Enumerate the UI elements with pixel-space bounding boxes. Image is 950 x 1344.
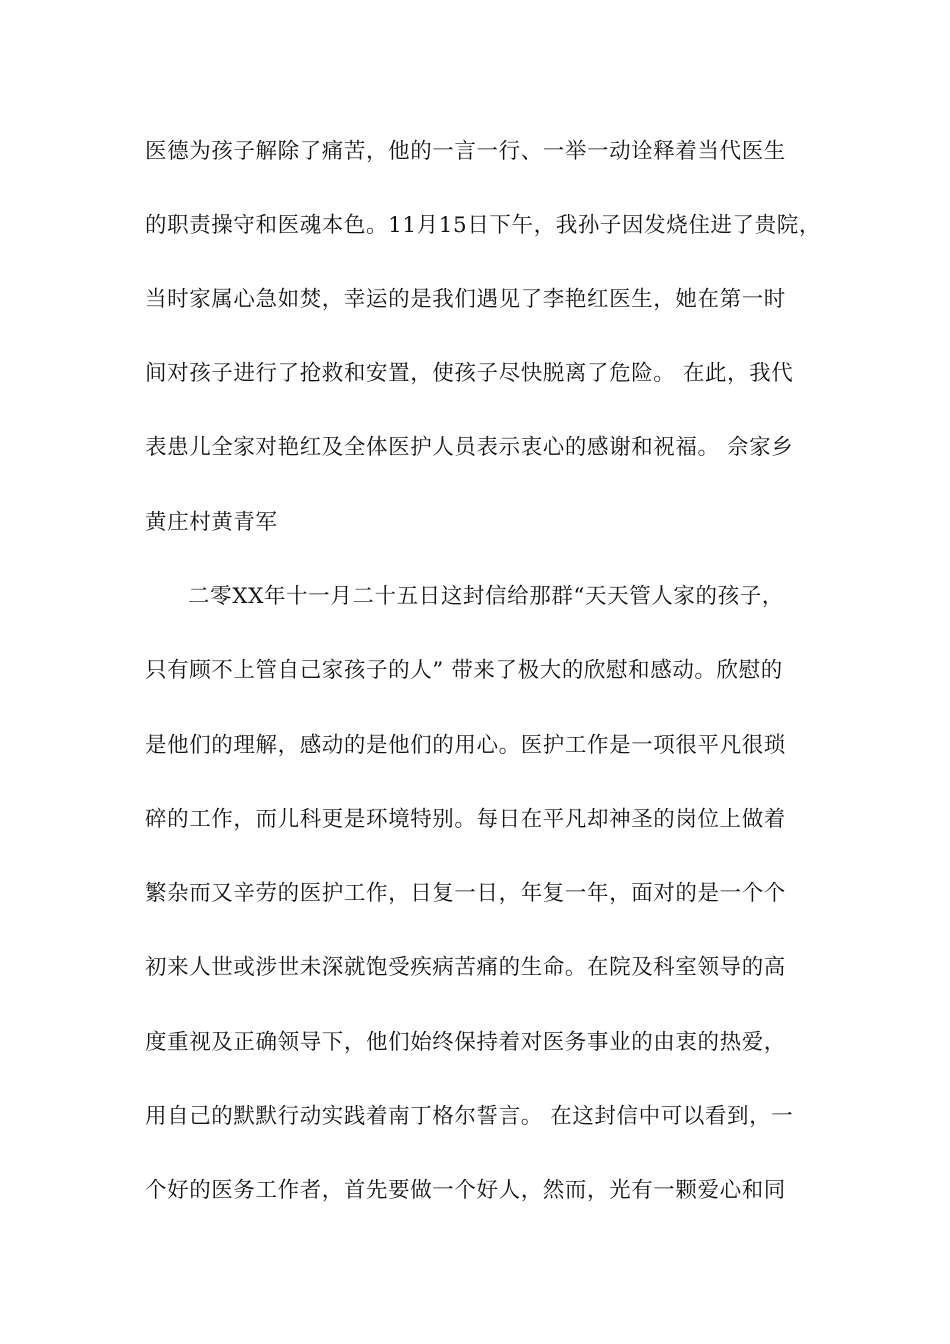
text-line-11: 繁杂而又辛劳的医护工作，日复一日，年复一年，面对的是一个个 (145, 881, 786, 906)
text-line-1: 医德为孩子解除了痛苦，他的一言一行、一举一动诠释着当代医生 (145, 139, 786, 164)
text-line-4: 间对孩子进行了抢救和安置，使孩子尽快脱离了危险。 在此，我代 (145, 361, 794, 386)
text-line-13: 度重视及正确领导下，他们始终保持着对医务事业的由衷的热爱， (145, 1030, 786, 1055)
text-line-6: 黄庄村黄青军 (145, 510, 278, 535)
text-line-10: 碎的工作，而儿科更是环境特别。每日在平凡却神圣的岗位上做着 (145, 807, 786, 832)
text-line-14: 用自己的默默行动实践着南丁格尔誓言。 在这封信中可以看到，一 (145, 1104, 794, 1129)
text-line-15: 个好的医务工作者，首先要做一个好人，然而，光有一颗爱心和同 (145, 1178, 786, 1203)
text-line-3: 当时家属心急如焚，幸运的是我们遇见了李艳红医生，她在第一时 (145, 287, 786, 312)
text-line-12: 初来人世或涉世未深就饱受疾病苦痛的生命。在院及科室领导的高 (145, 955, 786, 980)
text-line-9: 是他们的理解，感动的是他们的用心。医护工作是一项很平凡很琐 (145, 733, 786, 758)
text-line-2: 的职责操守和医魂本色。11月15日下午，我孙子因发烧住进了贵院， (145, 213, 821, 238)
text-line-7: 二零XX年十一月二十五日这封信给那群“天天管人家的孩子， (188, 584, 784, 609)
text-line-8: 只有顾不上管自己家孩子的人” 带来了极大的欣慰和感动。欣慰的 (145, 658, 783, 683)
text-line-5: 表患儿全家对艳红及全体医护人员表示衷心的感谢和祝福。 佘家乡 (145, 435, 794, 460)
